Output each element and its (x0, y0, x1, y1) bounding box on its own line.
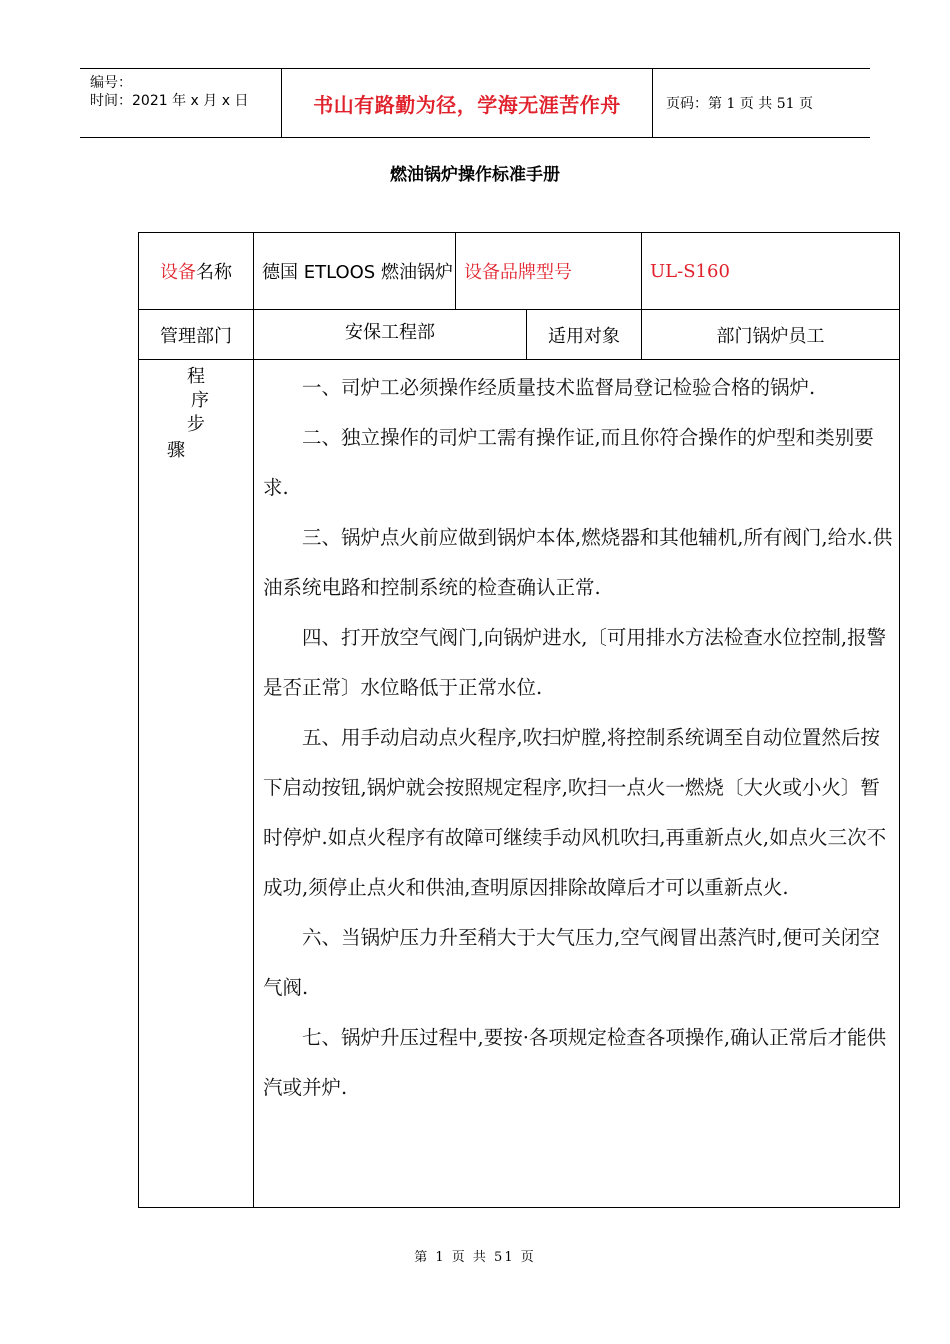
target-audience-value: 部门锅炉员工 (716, 326, 825, 347)
brand-model-value: UL-S160 (650, 260, 730, 282)
procedure-step: 三、锅炉点火前应做到锅炉本体,燃烧器和其他辅机,所有阀门,给水.供油系统电路和控制系统的检查确认正常. (263, 526, 893, 599)
document-title: 燃油锅炉操作标准手册 (390, 165, 560, 185)
header-slogan: 书山有路勤为径，学海无涯苦作舟 (313, 92, 621, 117)
equipment-name-value: 德国 ETLOOS 燃油锅炉 (262, 262, 453, 283)
page-header (80, 68, 870, 138)
procedure-steps (263, 363, 893, 1113)
procedure-step: 六、当锅炉压力升至稍大于大气压力,空气阀冒出蒸汽时,便可关闭空气阀. (263, 926, 880, 999)
procedure-label-char-3: 步 (187, 414, 205, 435)
header-meta (80, 69, 280, 137)
document-number-label: 编号： (90, 75, 132, 91)
procedure-label-char-4: 骤 (167, 440, 185, 461)
department-value: 安保工程部 (345, 322, 435, 343)
procedure-label-char-2: 序 (191, 390, 209, 411)
target-audience-label: 适用对象 (548, 326, 620, 347)
page-footer: 第 1 页 共 51 页 (414, 1250, 536, 1265)
header-page-code-cell (660, 69, 870, 137)
procedure-step: 一、司炉工必须操作经质量技术监督局登记检验合格的锅炉. (302, 376, 816, 399)
procedure-step: 七、锅炉升压过程中,要按·各项规定检查各项操作,确认正常后才能供汽或并炉. (263, 1026, 887, 1099)
equipment-name-label (139, 233, 253, 309)
brand-model-label: 设备品牌型号 (464, 262, 572, 283)
procedure-step: 四、打开放空气阀门,向锅炉进水,〔可用排水方法检查水位控制,报警是否正常〕水位略低于正常水位. (263, 626, 887, 699)
procedure-label-char-1: 程 (187, 366, 205, 387)
header-slogan-cell (281, 69, 653, 137)
procedure-table (138, 232, 900, 1208)
equipment-name-label-highlight: 设备 (160, 262, 196, 283)
procedure-step: 五、用手动启动点火程序,吹扫炉膛,将控制系统调至自动位置然后按下启动按钮,锅炉就会按照规定程序,吹扫一点火一燃烧〔大火或小火〕暂时停炉.如点火程序有故障可继续手动风机吹扫,再重新点火,如点火三次不成功,须停止点火和供油,查明原因排除故障后才可以重新点火. (263, 726, 887, 899)
procedure-step: 二、独立操作的司炉工需有操作证,而且你符合操作的炉型和类别要求. (263, 426, 874, 499)
department-label: 管理部门 (160, 326, 232, 347)
header-page-code: 页码：第 1 页 共 51 页 (666, 96, 813, 112)
equipment-name-label-rest: 名称 (196, 262, 232, 283)
document-date: 时间：2021 年 x 月 x 日 (90, 93, 249, 109)
